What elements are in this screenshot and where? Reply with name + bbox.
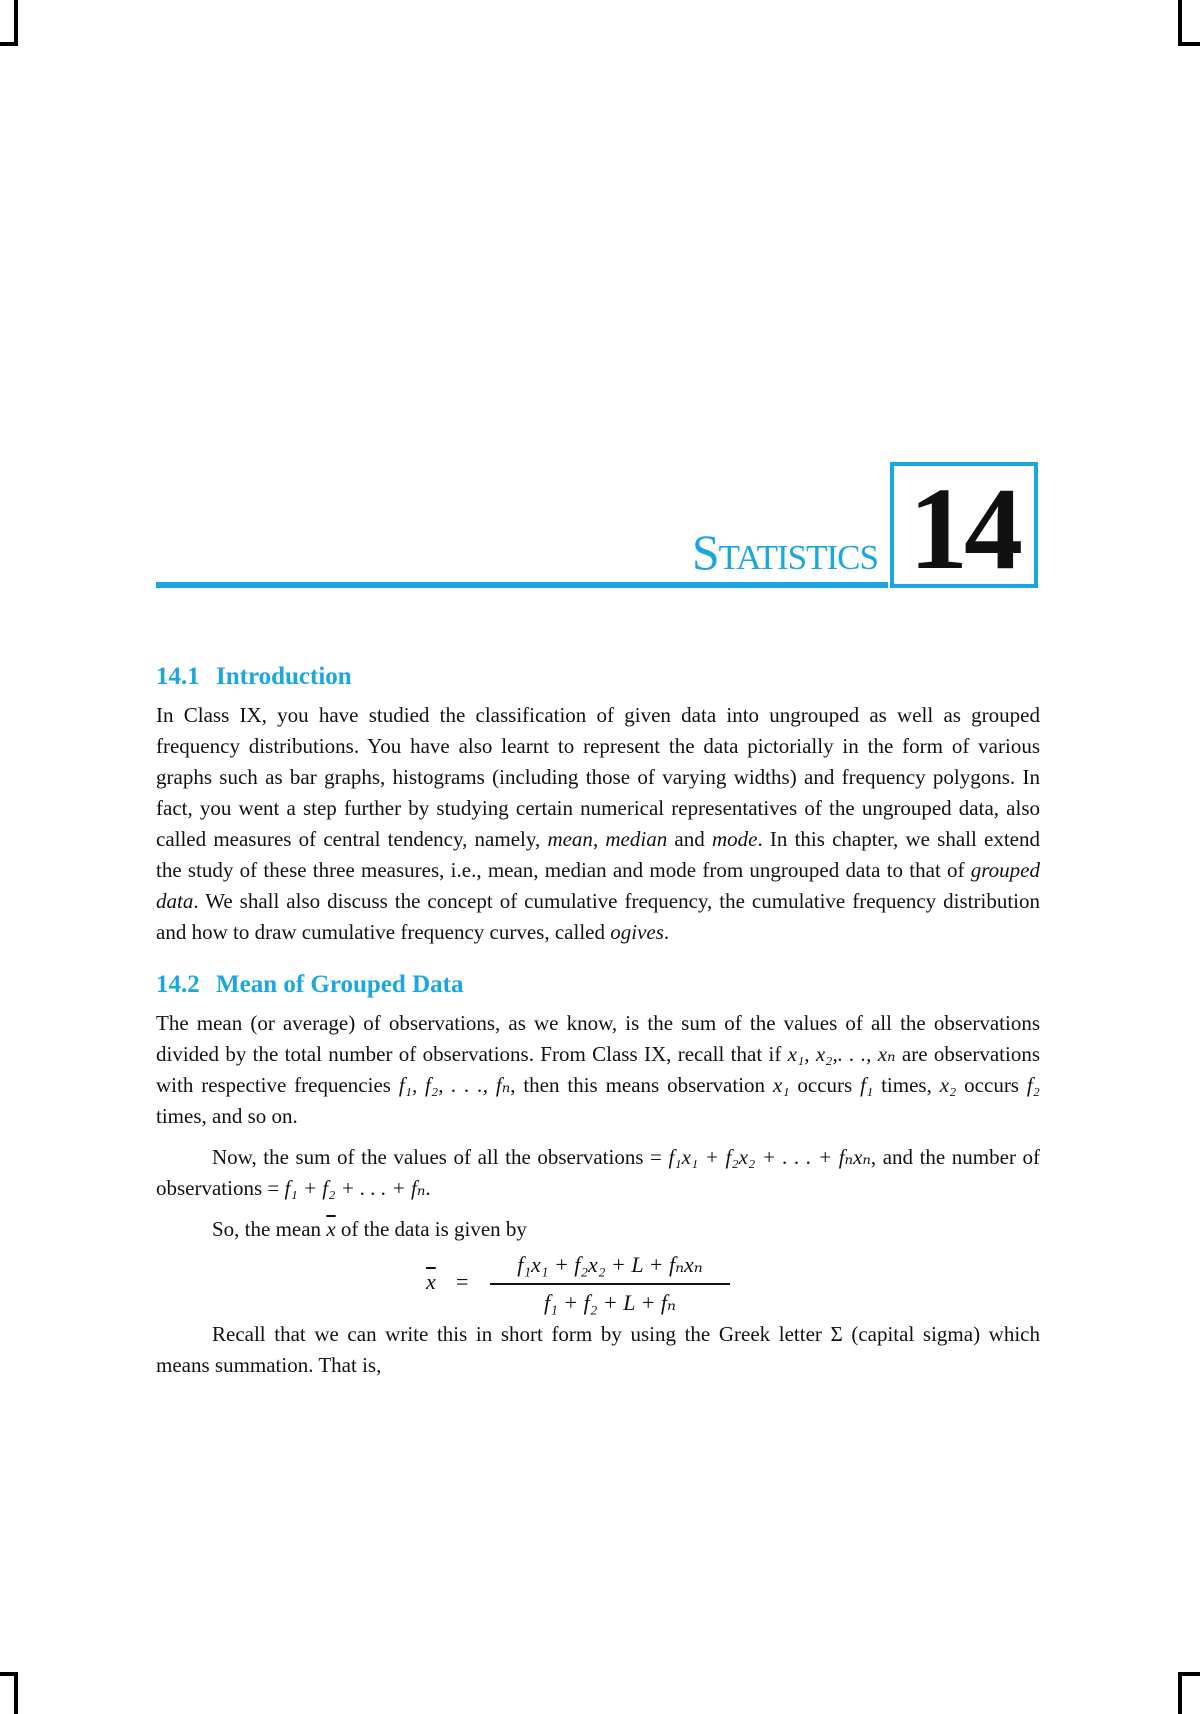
page-content <box>156 660 1040 1381</box>
crop-mark-top-left-h <box>0 42 18 46</box>
formula-lhs: $\overline{x}$ <box>426 1269 436 1294</box>
term-median: median <box>605 827 668 851</box>
chapter-number: 14 <box>909 463 1019 594</box>
so-paragraph: So, the mean $\overline{x}$ of the data is given by <box>212 1217 527 1241</box>
section-number: 14.2 <box>156 971 200 998</box>
crop-mark-bottom-left <box>14 1672 18 1714</box>
crop-mark-top-right-h <box>1178 42 1200 46</box>
section-title: Mean of Grouped Data <box>216 971 464 998</box>
fraction-bar <box>490 1283 730 1285</box>
term-mode: mode <box>711 827 758 851</box>
section-heading-mean-grouped-data <box>156 968 1040 1002</box>
sum-paragraph: Now, the sum of the values of all the observations = f₁x₁ + f₂x₂ + . . . + fₙxₙ, and the number of observations = f₁ + f₂ + . . . + fₙ. <box>156 1145 1041 1200</box>
section-number: 14.1 <box>156 663 200 690</box>
math-x2: x₂ <box>939 1073 957 1097</box>
crop-mark-top-left <box>14 0 18 44</box>
crop-mark-bottom-right-h <box>1178 1672 1200 1676</box>
term-ogives: ogives <box>610 920 664 944</box>
math-sum-expr: f₁x₁ + f₂x₂ + . . . + fₙxₙ <box>668 1145 871 1169</box>
section-heading-introduction <box>156 660 1040 694</box>
formula-denominator: f₁ + f₂ + L + fₙ <box>544 1290 676 1315</box>
mean-paragraph: The mean (or average) of observations, as we know, is the sum of the values of all the observations divided by the total number of observations. From Class IX, recall that if x₁, x₂,. . ., xₙ are observations with respective frequencies f₁, f₂, . . ., fₙ, then this means observation x₁ occurs f₁ times, x₂ occurs f₂ times, and so on. <box>156 1011 1040 1128</box>
math-f2: f₂ <box>1026 1073 1040 1097</box>
chapter-heading <box>156 462 1044 592</box>
formula-fraction <box>490 1249 730 1319</box>
term-mean: mean <box>547 827 593 851</box>
chapter-title: Statistics <box>691 524 878 580</box>
math-f1: f₁ <box>860 1073 874 1097</box>
math-x1: x₁ <box>772 1073 790 1097</box>
math-xs: x₁, x₂,. . ., xₙ <box>787 1042 896 1066</box>
math-count-expr: f₁ + f₂ + . . . + fₙ <box>284 1176 426 1200</box>
chapter-rule <box>156 582 888 588</box>
formula-numerator: f₁x₁ + f₂x₂ + L + fₙxₙ <box>517 1252 703 1277</box>
crop-mark-bottom-left-h <box>0 1672 18 1676</box>
mean-formula <box>156 1249 1040 1317</box>
section-title: Introduction <box>216 663 352 690</box>
term-grouped-data: grouped data <box>156 858 1040 913</box>
math-fs: f₁, f₂, . . ., fₙ <box>398 1073 511 1097</box>
math-xbar: $\overline{x}$ <box>326 1217 336 1241</box>
crop-mark-bottom-right <box>1178 1672 1182 1714</box>
intro-paragraph: In Class IX, you have studied the classification of given data into ungrouped as well as grouped frequency distributions. You have also learnt to represent the data pictorially in the form of various graphs such as bar graphs, histograms (including those of varying widths) and frequency polygons. In fact, you went a step further by studying certain numerical representatives of the ungrouped data, also called measures of central tendency, namely, mean, median and mode. In this chapter, we shall extend the study of these three measures, i.e., mean, median and mode from ungrouped data to that of grouped data. We shall also discuss the concept of cumulative frequency, the cumulative frequency distribution and how to draw cumulative frequency curves, called ogives. <box>156 703 1041 944</box>
chapter-number-box <box>890 462 1038 594</box>
crop-mark-top-right <box>1178 0 1182 44</box>
recall-paragraph: Recall that we can write this in short form by using the Greek letter Σ (capital sigma) which means summation. That is, <box>156 1322 1040 1377</box>
formula-equals: = <box>456 1269 469 1294</box>
